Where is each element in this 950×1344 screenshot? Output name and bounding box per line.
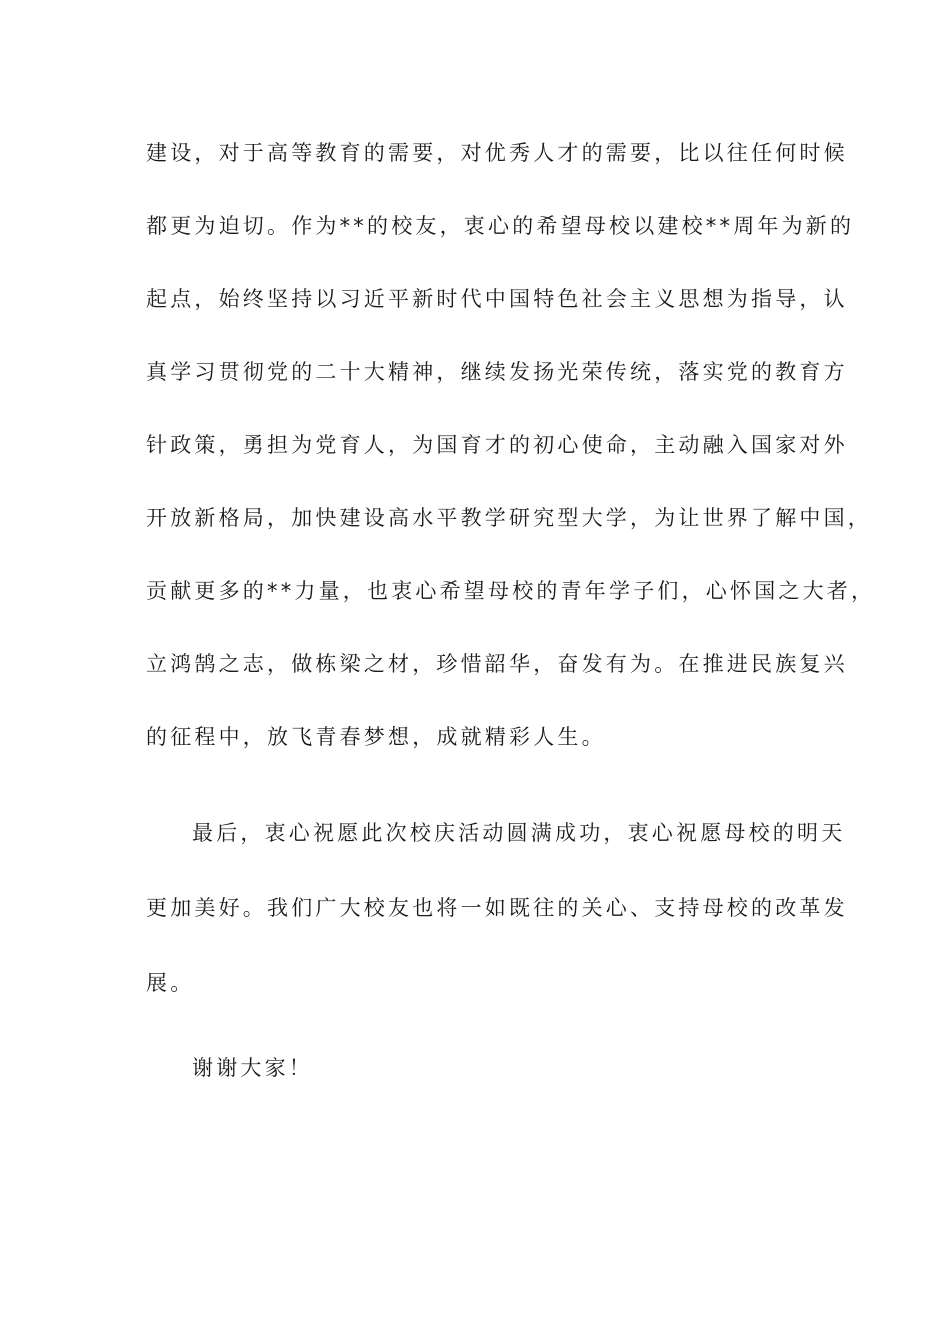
paragraph-1-line-6: 开放新格局，加快建设高水平教学研究型大学，为让世界了解中国， — [146, 506, 872, 530]
paragraph-1-line-7: 贡献更多的**力量，也衷心希望母校的青年学子们，心怀国之大者， — [146, 579, 876, 603]
paragraph-1-line-1: 建设，对于高等教育的需要，对优秀人才的需要，比以往任何时候 — [146, 141, 848, 165]
paragraph-2-line-1: 最后，衷心祝愿此次校庆活动圆满成功，衷心祝愿母校的明天 — [192, 821, 846, 845]
paragraph-2-line-2: 更加美好。我们广大校友也将一如既往的关心、支持母校的改革发 — [146, 896, 848, 920]
paragraph-1-line-9: 的征程中，放飞青春梦想，成就精彩人生。 — [146, 725, 606, 749]
paragraph-1-line-2: 都更为迫切。作为**的校友，衷心的希望母校以建校**周年为新的 — [146, 214, 855, 238]
paragraph-1-line-3: 起点，始终坚持以习近平新时代中国特色社会主义思想为指导，认 — [146, 287, 848, 311]
paragraph-1-line-8: 立鸿鹄之志，做栋梁之材，珍惜韶华，奋发有为。在推进民族复兴 — [146, 652, 848, 676]
paragraph-1-line-5: 针政策，勇担为党育人，为国育才的初心使命，主动融入国家对外 — [146, 433, 848, 457]
paragraph-2-line-3: 展。 — [146, 971, 195, 995]
closing-line: 谢谢大家！ — [192, 1056, 313, 1080]
paragraph-1-line-4: 真学习贯彻党的二十大精神，继续发扬光荣传统，落实党的教育方 — [146, 360, 848, 384]
